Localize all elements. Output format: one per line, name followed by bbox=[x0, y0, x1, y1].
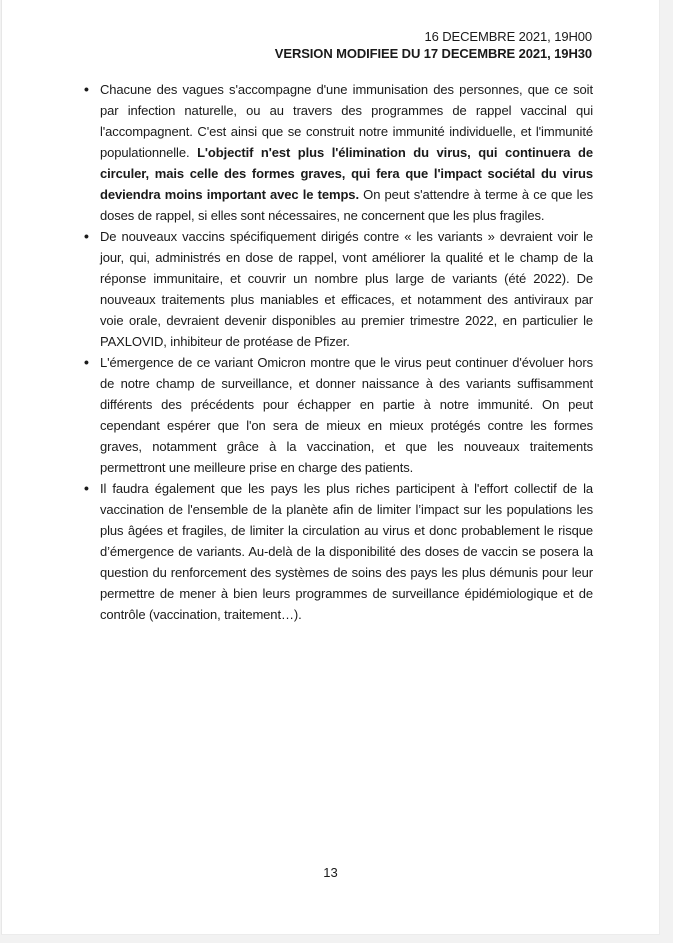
bullet-text-segment: De nouveaux vaccins spécifiquement dirigés contre « les variants » devraient voir le jour, qui, administrés en dose de rappel, vont améliorer la qualité et le champ de la réponse immunitaire, et couvrir un nombre plus large de variants (été 2022). De nouveaux traitements plus maniables et efficaces, et notamment des antiviraux par voie orale, devraient devenir disponibles au premier trimestre 2022, en particulier le PAXLOVID, inhibiteur de protéase de Pfizer. bbox=[100, 229, 593, 349]
bullet-text-segment: Il faudra également que les pays les plus riches participent à l'effort collectif de la vaccination de l'ensemble de la planète afin de limiter l’impact sur les populations les plus âgées et fragiles, de limiter la circulation au virus et donc probablement le risque d’émergence de variants. Au-delà de la disponibilité des doses de vaccin se posera la question du renforcement des systèmes de soins des pays les plus démunis pour leur permettre de mener à bien leurs programmes de surveillance épidémiologique et de contrôle (vaccination, traitement…). bbox=[100, 481, 593, 622]
bullet-item bbox=[100, 226, 593, 352]
bullet-list bbox=[2, 79, 659, 625]
header-modified-version-line: VERSION MODIFIEE DU 17 DECEMBRE 2021, 19H30 bbox=[274, 46, 592, 61]
bullet-item bbox=[100, 478, 593, 625]
header-date-line: 16 DECEMBRE 2021, 19H00 bbox=[424, 29, 592, 44]
bullet-text-segment: Chacune des vagues s'accompagne d'une immunisation des personnes, que ce soit par infection naturelle, ou au travers des programmes de rappel vaccinal qui l'accompagnent. C'est ainsi que se construit notre immunité individuelle, et l'immunité populationnelle. bbox=[100, 82, 593, 160]
page-number: 13 bbox=[323, 865, 338, 880]
document-header bbox=[2, 0, 659, 62]
document-page bbox=[1, 0, 660, 935]
bullet-item bbox=[100, 352, 593, 478]
bullet-text-bold-segment: L'objectif n'est plus l'élimination du virus, qui continuera de circuler, mais celle des formes graves, qui fera que l'impact sociétal du virus deviendra moins important avec le temps. bbox=[100, 145, 593, 202]
bullet-text-segment: L'émergence de ce variant Omicron montre que le virus peut continuer d'évoluer hors de notre champ de surveillance, et donner naissance à des variants suffisamment différents des précédents pour échapper en partie à notre immunité. On peut cependant espérer que l'on sera de mieux en mieux protégés contre les formes graves, notamment grâce à la vaccination, et que les nouveaux traitements permettront une meilleure prise en charge des patients. bbox=[100, 355, 593, 475]
bullet-item bbox=[100, 79, 593, 226]
bullet-text-segment: On peut s'attendre à terme à ce que les doses de rappel, si elles sont nécessaires, ne concernent que les plus fragiles. bbox=[100, 187, 593, 223]
